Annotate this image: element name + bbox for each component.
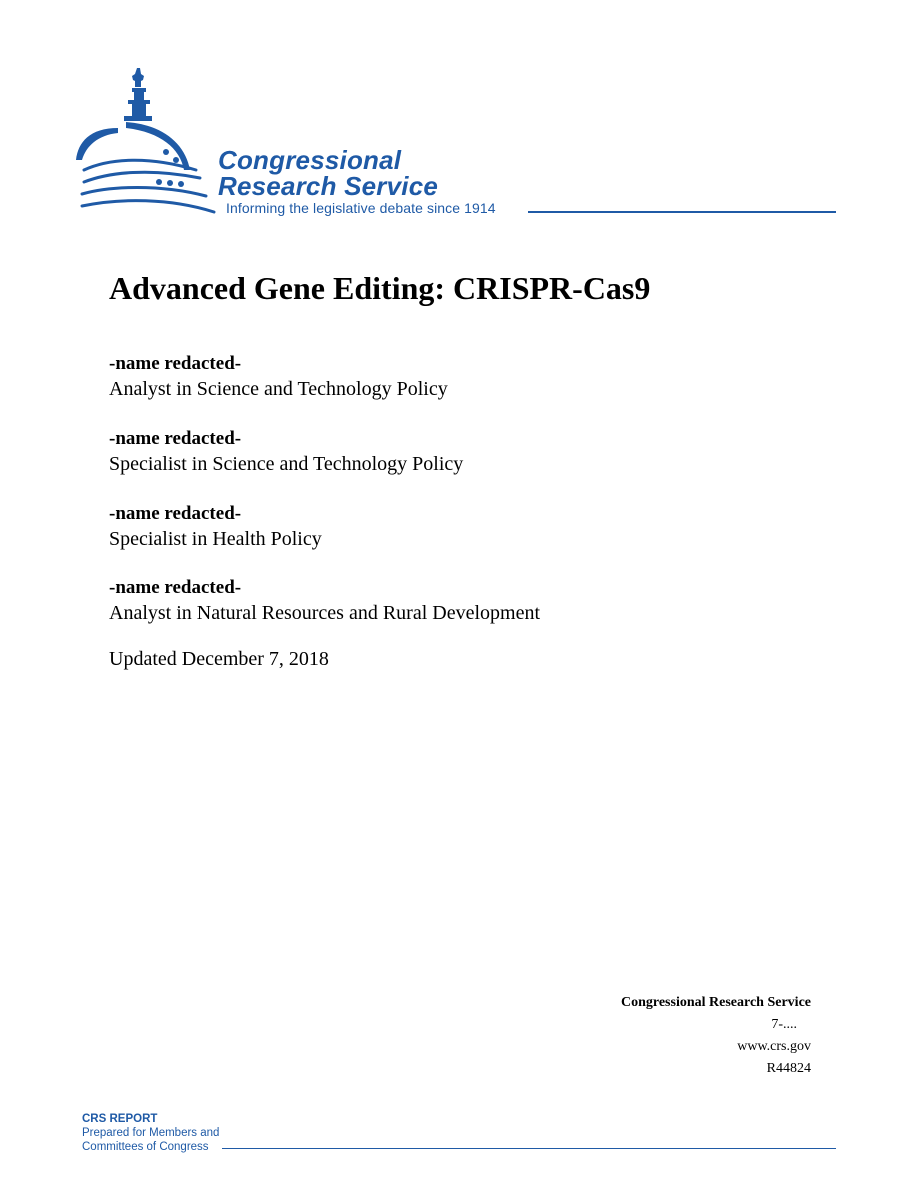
author-block [109,576,809,626]
crs-website-link[interactable]: www.crs.gov [737,1039,811,1054]
updated-date: Updated December 7, 2018 [109,648,329,670]
author-role: Specialist in Science and Technology Policy [109,453,464,475]
author-block [109,352,809,402]
author-name: -name redacted- [109,428,242,449]
author-role: Analyst in Science and Technology Policy [109,378,448,400]
author-name: -name redacted- [109,577,242,598]
footer-rule [222,1148,836,1149]
crs-contact-block [621,992,811,1080]
brand-name-line1: Congressional [218,145,402,175]
report-number: R44824 [766,1061,811,1076]
author-block [109,427,809,477]
author-role: Specialist in Health Policy [109,528,322,550]
report-title: Advanced Gene Editing: CRISPR-Cas9 [109,270,651,306]
author-role: Analyst in Natural Resources and Rural Development [109,602,540,624]
report-audience-line1: Prepared for Members and [82,1127,220,1139]
author-name: -name redacted- [109,503,242,524]
brand-name-line2: Research Service [218,171,439,201]
crs-report-label [82,1112,219,1154]
crs-logo [0,0,920,240]
crs-phone: 7-.... [771,1017,797,1032]
author-block [109,502,809,552]
crs-organization: Congressional Research Service [620,995,811,1010]
header-rule [528,211,836,213]
brand-tagline: Informing the legislative debate since 1914 [226,200,496,216]
report-type: CRS REPORT [82,1113,158,1125]
capitol-dome-icon [0,0,240,230]
author-name: -name redacted- [109,353,242,374]
report-audience-line2: Committees of Congress [82,1141,209,1153]
